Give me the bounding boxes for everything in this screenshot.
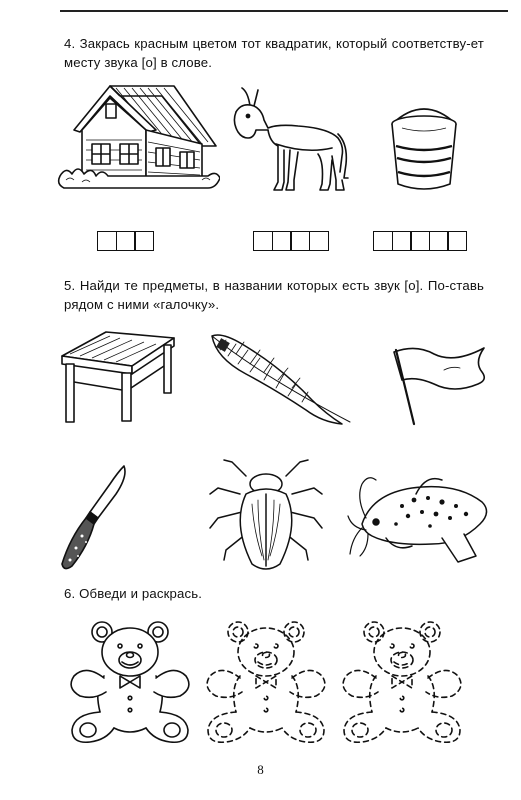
- house-icon: [52, 80, 220, 192]
- bucket-icon: [388, 106, 460, 192]
- sound-box[interactable]: [97, 231, 117, 251]
- task-6-instruction: 6. Обведи и раскрась.: [64, 586, 203, 601]
- sound-box[interactable]: [290, 231, 310, 251]
- house-sound-boxes: [97, 231, 154, 251]
- sound-box[interactable]: [309, 231, 329, 251]
- sound-box[interactable]: [253, 231, 273, 251]
- catfish-icon[interactable]: [346, 468, 496, 568]
- donkey-sound-boxes: [253, 231, 329, 251]
- sound-box[interactable]: [134, 231, 154, 251]
- task-4-instruction: 4. Закрась красным цветом тот квадратик, который соответству-ет месту звука [о] в слове.: [64, 36, 484, 70]
- table-icon[interactable]: [58, 326, 178, 426]
- top-rule: [60, 10, 508, 12]
- task-5-instruction: 5. Найди те предметы, в названии которых есть звук [о]. По-ставь рядом с ними «галочку».: [64, 278, 484, 312]
- donkey-icon: [228, 84, 358, 196]
- knife-icon[interactable]: [58, 462, 130, 574]
- page-number: 8: [257, 762, 264, 777]
- teddy-bear-dashed-icon[interactable]: [200, 614, 332, 746]
- sound-box[interactable]: [410, 231, 430, 251]
- teddy-bear-dashed-icon[interactable]: [336, 614, 468, 746]
- flag-icon[interactable]: [384, 340, 488, 426]
- sound-box[interactable]: [392, 231, 412, 251]
- beetle-icon[interactable]: [206, 454, 326, 574]
- sound-box[interactable]: [116, 231, 136, 251]
- feather-icon[interactable]: [206, 330, 356, 426]
- bucket-sound-boxes: [373, 231, 467, 251]
- teddy-bear-icon[interactable]: [64, 614, 196, 746]
- sound-box[interactable]: [429, 231, 449, 251]
- sound-box[interactable]: [373, 231, 393, 251]
- sound-box[interactable]: [272, 231, 292, 251]
- sound-box[interactable]: [447, 231, 467, 251]
